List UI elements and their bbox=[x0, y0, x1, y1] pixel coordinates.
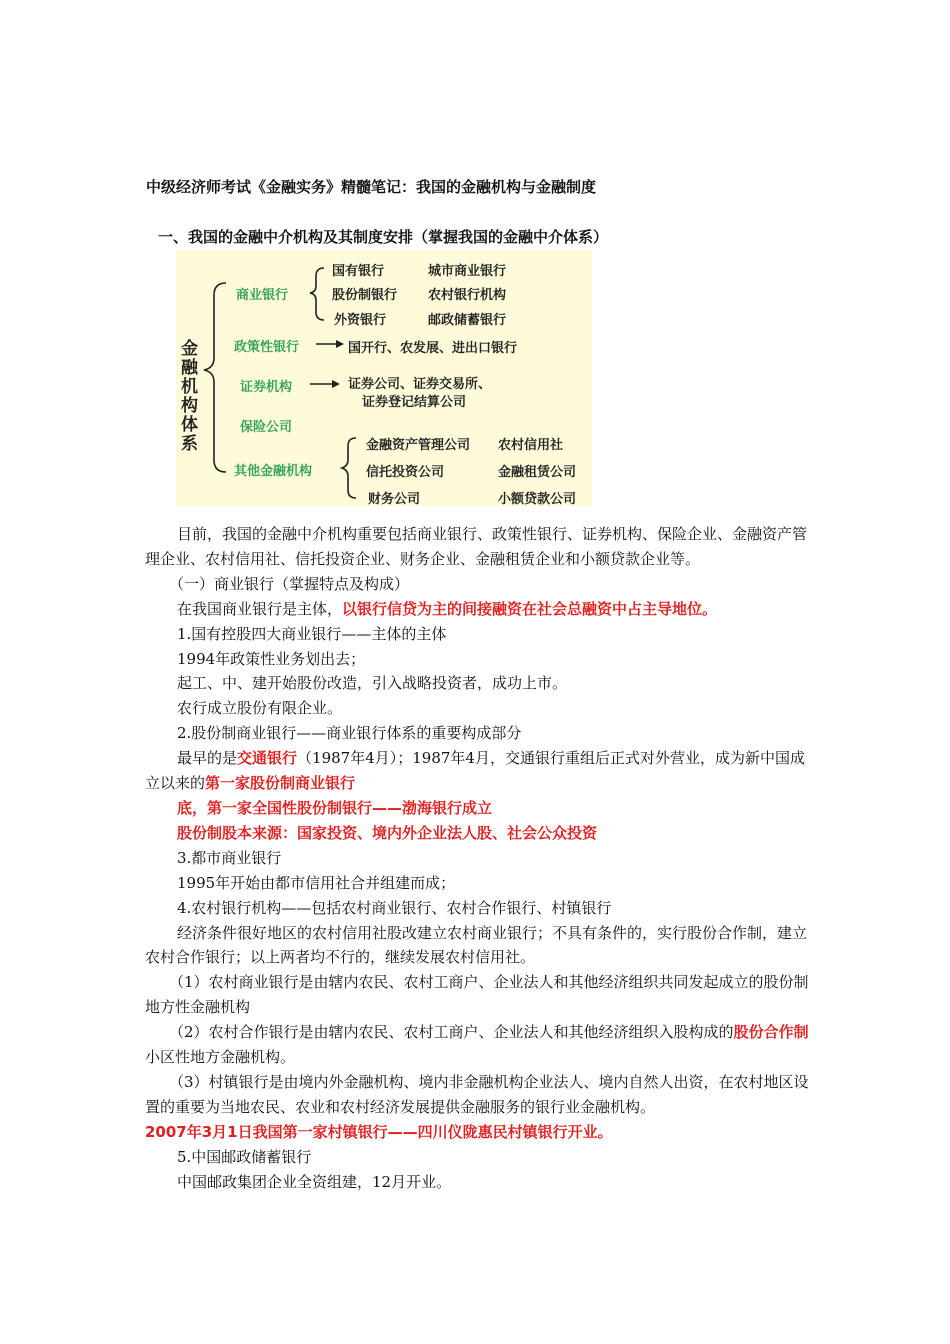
policy-bank-items: 国开行、农发展、进出口银行 bbox=[348, 341, 518, 356]
paragraph: 1994年政策性业务划出去； bbox=[177, 649, 366, 668]
paragraph: 4.农村银行机构——包括农村商业银行、农村合作银行、村镇银行 bbox=[177, 898, 612, 917]
text-run: 小区性地方金融机构。 bbox=[145, 1048, 296, 1067]
policy-bank-label: 政策性银行 bbox=[234, 340, 300, 355]
commercial-brace bbox=[310, 268, 324, 320]
paragraph: 目前，我国的金融中介机构重要包括商业银行、政策性银行、证券机构、保险企业、金融资产管理企业、农村信用社、信托投资企业、财务企业、金融租赁企业和小额贷款企业等。 bbox=[145, 525, 808, 568]
paragraph: 5.中国邮政储蓄银行 bbox=[177, 1147, 312, 1166]
text-run: （1987年4月）；1987年4月，交通银行重组后正式对外营业，成为新中国成立以来的 bbox=[145, 749, 805, 793]
paragraph: 起工、中、建开始股份改造，引入战略投资者，成功上市。 bbox=[177, 674, 568, 693]
securities-label: 证券机构 bbox=[240, 380, 293, 395]
paragraph: 1.国有控股四大商业银行——主体的主体 bbox=[177, 624, 447, 643]
paragraph: 3.都市商业银行 bbox=[177, 848, 282, 867]
page-title: 中级经济师考试《金融实务》精髓笔记：我国的金融机构与金融制度 bbox=[146, 178, 597, 196]
other-item: 金融租赁公司 bbox=[498, 465, 577, 480]
highlight-text: 交通银行 bbox=[237, 749, 298, 768]
paragraph: 农行成立股份有限企业。 bbox=[177, 699, 343, 718]
securities-items: 证券公司、证券交易所、 bbox=[348, 377, 492, 392]
diagram-root-label: 金融机构体系 bbox=[181, 339, 198, 454]
paragraph: 1995年开始由都市信用社合并组建而成； bbox=[177, 873, 456, 892]
paragraph bbox=[145, 1020, 809, 1070]
paragraph: 经济条件很好地区的农村信用社股改建立农村商业银行；不具有条件的，实行股份合作制，建立农村合作银行；以上两者均不行的，继续发展农村信用社。 bbox=[145, 923, 808, 967]
subsection-heading: （一）商业银行（掌握特点及构成） bbox=[169, 574, 410, 593]
paragraph: 中国邮政集团企业全资组建，12月开业。 bbox=[177, 1172, 452, 1191]
commercial-item: 国有银行 bbox=[332, 264, 385, 279]
securities-items: 证券登记结算公司 bbox=[362, 395, 467, 410]
paragraph bbox=[145, 597, 809, 622]
paragraph bbox=[145, 746, 809, 796]
text-run: 在我国商业银行是主体， bbox=[177, 599, 343, 618]
commercial-item: 邮政储蓄银行 bbox=[428, 313, 507, 328]
other-item: 农村信用社 bbox=[498, 438, 564, 453]
other-item: 小额贷款公司 bbox=[498, 492, 577, 507]
paragraph: 2.股份制商业银行——商业银行体系的重要构成部分 bbox=[177, 724, 522, 743]
other-institutions-label: 其他金融机构 bbox=[234, 464, 313, 479]
commercial-bank-label: 商业银行 bbox=[236, 288, 289, 303]
other-item: 财务公司 bbox=[368, 492, 421, 507]
commercial-item: 农村银行机构 bbox=[428, 288, 507, 303]
highlight-paragraph: 底，第一家全国性股份制银行——渤海银行成立 bbox=[177, 798, 493, 817]
other-item: 金融资产管理公司 bbox=[366, 438, 471, 453]
commercial-item: 外资银行 bbox=[334, 313, 387, 328]
text-run: 最早的是 bbox=[177, 749, 238, 768]
commercial-item: 股份制银行 bbox=[332, 288, 398, 303]
highlight-text: 股份合作制 bbox=[733, 1023, 809, 1042]
financial-institution-diagram bbox=[176, 250, 592, 506]
paragraph: （1）农村商业银行是由辖内农民、农村工商户、企业法人和其他经济组织共同发起成立的股份制地方性金融机构 bbox=[145, 973, 809, 1017]
paragraph: （3）村镇银行是由境内外金融机构、境内非金融机构企业法人、境内自然人出资，在农村地区设置的重要为当地农民、农业和农村经济发展提供金融服务的银行业金融机构。 bbox=[145, 1072, 809, 1116]
text-run: （2）农村合作银行是由辖内农民、农村工商户、企业法人和其他经济组织入股构成的 bbox=[169, 1023, 734, 1042]
section-heading: 一、我国的金融中介机构及其制度安排（掌握我国的金融中介体系） bbox=[158, 228, 609, 246]
highlight-text: 第一家股份制商业银行 bbox=[205, 774, 356, 793]
main-brace bbox=[204, 283, 226, 472]
highlight-paragraph: 股份制股本来源：国家投资、境内外企业法人股、社会公众投资 bbox=[177, 823, 598, 842]
highlight-paragraph: 2007年3月1日我国第一家村镇银行——四川仪陇惠民村镇银行开业。 bbox=[145, 1122, 613, 1141]
insurance-label: 保险公司 bbox=[240, 420, 293, 435]
other-item: 信托投资公司 bbox=[366, 465, 445, 480]
article-body bbox=[145, 522, 809, 1194]
other-brace bbox=[342, 438, 356, 498]
commercial-item: 城市商业银行 bbox=[428, 264, 507, 279]
highlight-text: 以银行信贷为主的间接融资在社会总融资中占主导地位。 bbox=[342, 599, 718, 618]
